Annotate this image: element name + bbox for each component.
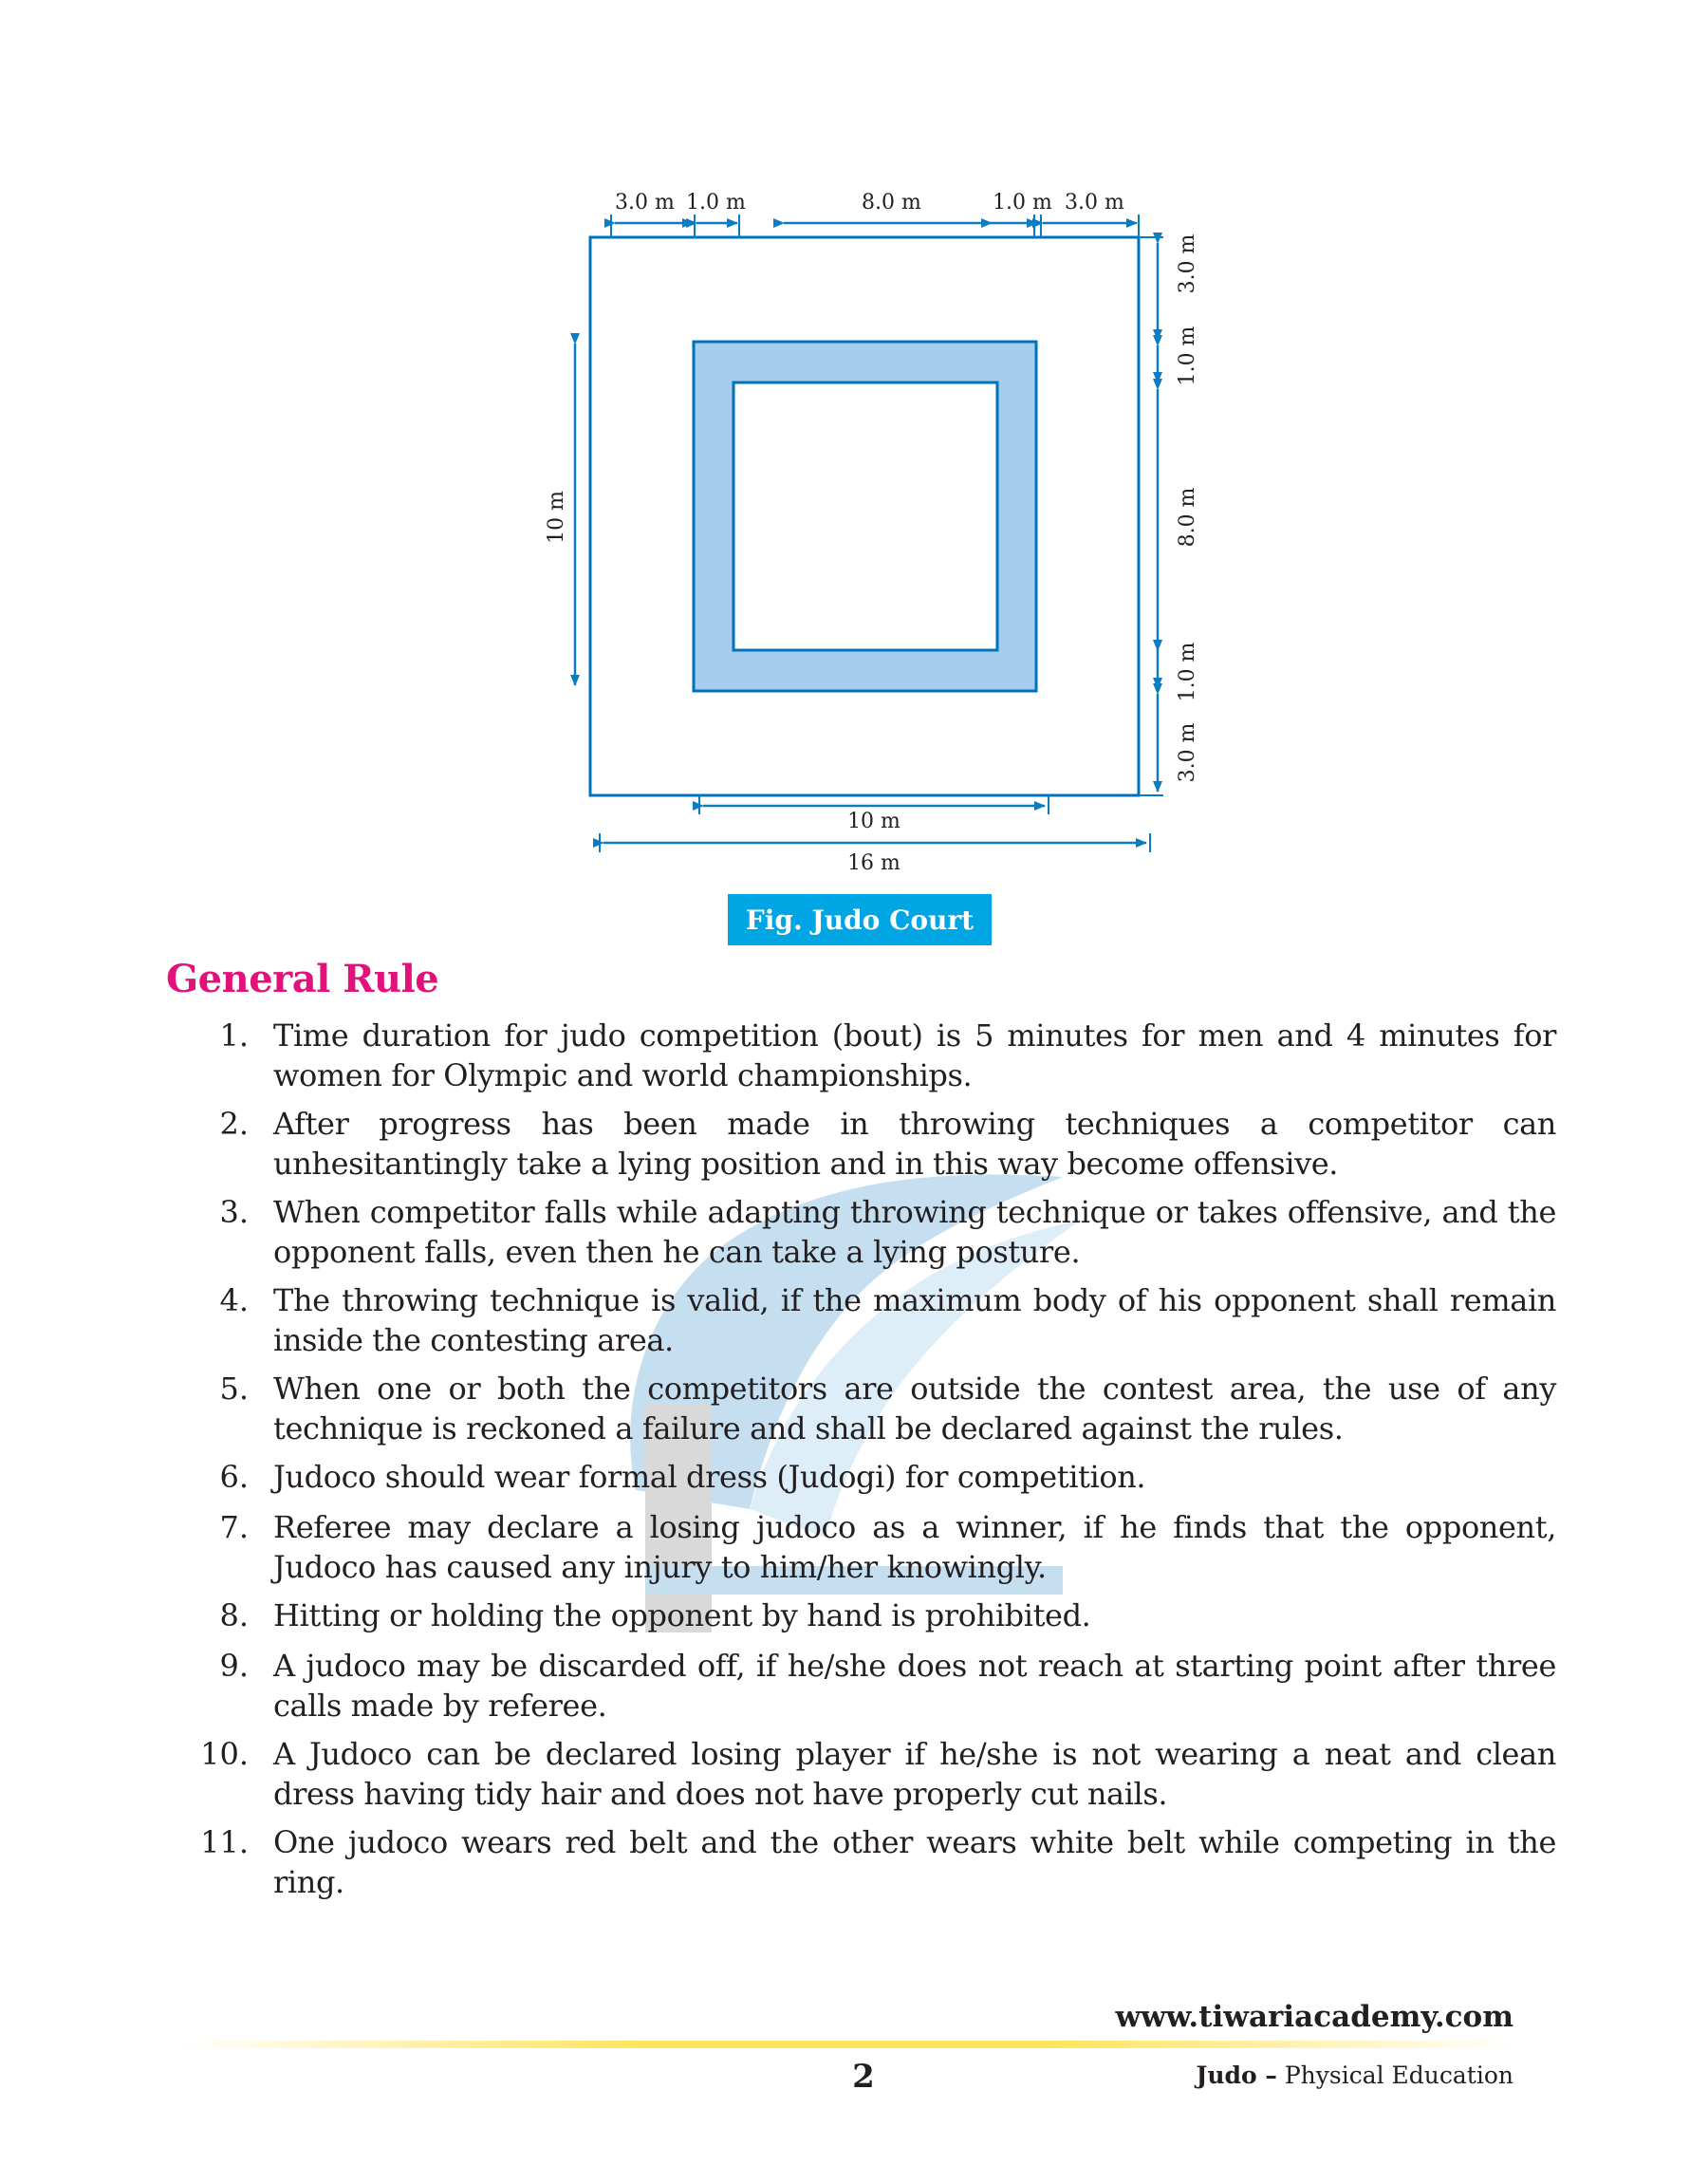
right-label-1: 3.0 m bbox=[1176, 233, 1199, 294]
top-label-4: 1.0 m bbox=[993, 191, 1052, 215]
right-label-2: 1.0 m bbox=[1176, 326, 1199, 386]
page-number: 2 bbox=[852, 2058, 875, 2096]
footer-subject-bold: Judo – bbox=[1196, 2062, 1277, 2089]
section-heading: General Rule bbox=[166, 957, 439, 1001]
rule-text: After progress has been made in throwing techniques a competitor can unhesitantingly take a lying position and in this way become offensive. bbox=[273, 1106, 1556, 1182]
rule-text: Hitting or holding the opponent by hand is prohibited. bbox=[273, 1597, 1091, 1633]
rule-text: Referee may declare a losing judoco as a winner, if he finds that the opponent, Judoco has caused any injury to him/her knowingly. bbox=[273, 1509, 1556, 1585]
rule-number: 4. bbox=[219, 1282, 249, 1318]
rule-text: Judoco should wear formal dress (Judogi) for competition. bbox=[273, 1459, 1146, 1495]
top-dimension-ticks bbox=[611, 215, 1139, 237]
footer-subject bbox=[1197, 2062, 1514, 2089]
footer-website-link[interactable]: www.tiwariacademy.com bbox=[1115, 2000, 1513, 2034]
rule-text: Time duration for judo competition (bout) is 5 minutes for men and 4 minutes for women for Olympic and world championships. bbox=[273, 1017, 1556, 1093]
top-label-3: 8.0 m bbox=[862, 191, 921, 215]
rule-number: 3. bbox=[219, 1194, 249, 1230]
rule-text: When competitor falls while adapting throwing technique or takes offensive, and the opponent falls, even then he can take a lying posture. bbox=[273, 1194, 1556, 1270]
footer-subject-rest: Physical Education bbox=[1276, 2062, 1513, 2089]
figure-caption: Fig. Judo Court bbox=[728, 894, 992, 945]
rule-number: 9. bbox=[219, 1648, 249, 1684]
right-label-5: 3.0 m bbox=[1176, 722, 1199, 783]
rule-number: 8. bbox=[219, 1597, 249, 1633]
court-contest-area bbox=[733, 382, 997, 650]
judo-court-diagram bbox=[0, 0, 1708, 949]
rule-number: 11. bbox=[200, 1824, 249, 1860]
top-label-1: 3.0 m bbox=[615, 191, 675, 215]
rule-number: 10. bbox=[200, 1736, 249, 1772]
left-label: 10 m bbox=[545, 491, 568, 544]
right-dimension-ticks bbox=[1139, 237, 1163, 795]
footer-divider bbox=[180, 2041, 1518, 2048]
rule-text: When one or both the competitors are outside the contest area, the use of any technique is reckoned a failure and shall be declared against the rules. bbox=[273, 1371, 1556, 1446]
rule-text: The throwing technique is valid, if the maximum body of his opponent shall remain inside the contesting area. bbox=[273, 1282, 1556, 1358]
rule-text: One judoco wears red belt and the other wears white belt while competing in the ring. bbox=[273, 1824, 1556, 1900]
rule-number: 6. bbox=[219, 1459, 249, 1495]
right-label-3: 8.0 m bbox=[1176, 487, 1199, 548]
top-label-5: 3.0 m bbox=[1065, 191, 1124, 215]
rule-number: 2. bbox=[219, 1106, 249, 1142]
rule-number: 5. bbox=[219, 1371, 249, 1407]
bottom-inner-label: 10 m bbox=[847, 810, 900, 833]
right-label-4: 1.0 m bbox=[1176, 642, 1199, 702]
bottom-outer-label: 16 m bbox=[847, 851, 900, 875]
rule-text: A Judoco can be declared losing player if he/she is not wearing a neat and clean dress having tidy hair and does not have properly cut nails. bbox=[273, 1736, 1556, 1812]
rule-number: 7. bbox=[219, 1509, 249, 1545]
rule-number: 1. bbox=[219, 1017, 249, 1054]
rule-text: A judoco may be discarded off, if he/she does not reach at starting point after three calls made by referee. bbox=[273, 1648, 1556, 1724]
top-label-2: 1.0 m bbox=[686, 191, 746, 215]
